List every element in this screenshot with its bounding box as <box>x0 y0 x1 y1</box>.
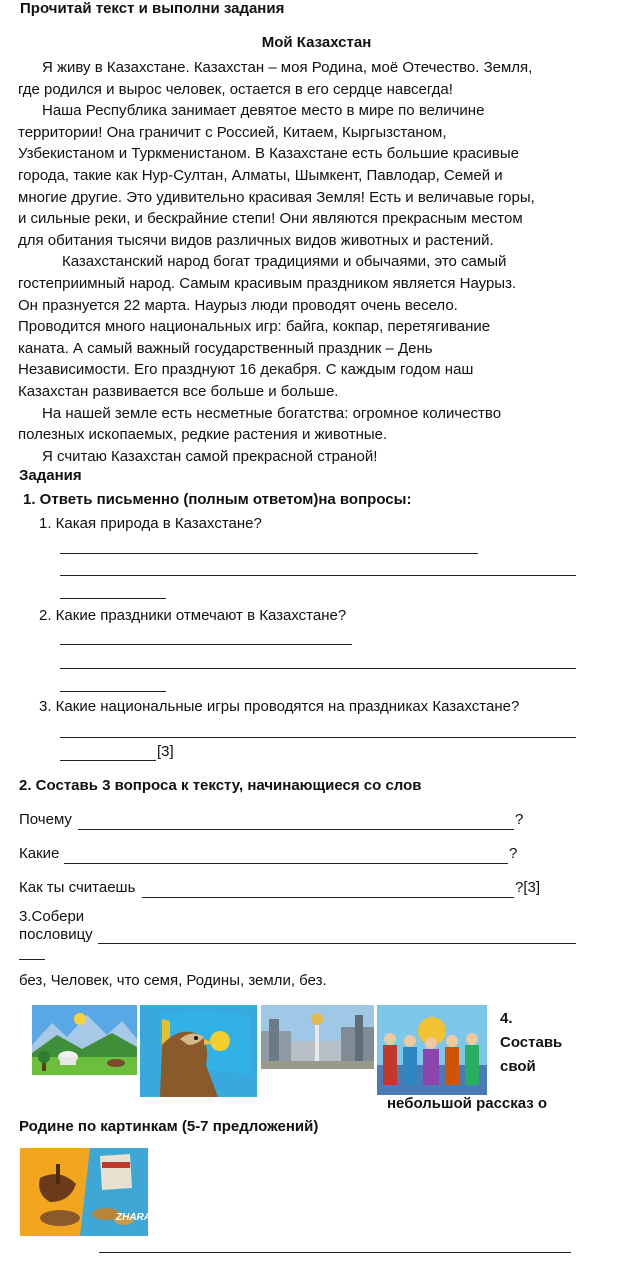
task1-question-1: 1. Какая природа в Казахстане? <box>39 515 262 532</box>
nature-picture <box>32 1005 137 1075</box>
people-national-costume-picture <box>377 1005 487 1095</box>
text-line: каната. А самый важный государственный праздник – День <box>18 339 433 357</box>
answer-line[interactable] <box>60 737 576 738</box>
text-line: территории! Она граничит с Россией, Китаем, Кыргызстаном, <box>18 123 447 141</box>
question-mark: ? <box>515 811 524 828</box>
task4-word-sostav: Составь <box>500 1034 563 1051</box>
answer-line[interactable] <box>78 829 514 830</box>
question-mark-score: ?[3] <box>515 879 541 896</box>
tea-ceremony-picture <box>20 1148 159 1236</box>
answer-line[interactable] <box>19 959 45 960</box>
task1-heading: 1. Ответь письменно (полным ответом)на вопросы: <box>23 491 412 508</box>
answer-line[interactable] <box>60 553 478 554</box>
text-line: многие другие. Это удивительно красивая Земля! Есть и величавые горы, <box>18 188 535 206</box>
text-line: Я живу в Казахстане. Казахстан – моя Родина, моё Отечество. Земля, <box>42 59 533 76</box>
question-mark: ? <box>509 845 518 862</box>
instruction-heading: Прочитай текст и выполни задания <box>20 0 285 17</box>
text-title: Мой Казахстан <box>261 34 372 51</box>
answer-line[interactable] <box>60 760 156 761</box>
text-line: Наша Республика занимает девятое место в мире по величине <box>42 102 485 120</box>
reading-text <box>18 57 583 467</box>
task1-score: [3] <box>157 743 174 760</box>
answer-line[interactable] <box>60 644 352 645</box>
task1-question-3: 3. Какие национальные игры проводятся на праздниках Казахстане? <box>39 698 520 715</box>
text-line: гостеприимный народ. Самым красивым праздником является Наурыз. <box>18 274 517 292</box>
answer-line[interactable] <box>99 1252 571 1253</box>
answer-line[interactable] <box>60 575 576 576</box>
task2-heading: 2. Составь 3 вопроса к тексту, начинающиеся со слов <box>19 777 422 794</box>
text-line: Казахстанский народ богат традициями и обычаями, это самый <box>62 253 507 271</box>
word-kakie: Какие <box>19 845 60 862</box>
text-line: и сильные реки, и бескрайние степи! Они являются прекрасным местом <box>18 210 523 228</box>
eagle-flag-picture <box>140 1005 257 1097</box>
answer-line[interactable] <box>142 897 514 898</box>
answer-line[interactable] <box>60 691 166 692</box>
text-line: Он празнуется 22 марта. Наурыз люди проводят очень весело. <box>18 296 458 314</box>
answer-line[interactable] <box>64 863 508 864</box>
text-line: Я считаю Казахстан самой прекрасной страной! <box>42 447 378 465</box>
text-line: Проводится много национальных игр: байга, кокпар, перетягивание <box>18 318 491 336</box>
tasks-heading: Задания <box>19 467 82 484</box>
task3-label-2: пословицу <box>19 926 93 943</box>
task1-question-2: 2. Какие праздники отмечают в Казахстане? <box>39 607 347 624</box>
task4-word-svoi: свой <box>500 1058 536 1075</box>
text-line: На нашей земле есть несметные богатства: огромное количество <box>42 404 502 422</box>
proverb-words: без, Человек, что семя, Родины, земли, без. <box>19 972 327 989</box>
text-line: Казахстан развивается все больше и больше. <box>18 382 339 400</box>
task4-text-2: Родине по картинкам (5-7 предложений) <box>19 1118 319 1135</box>
word-pochemu: Почему <box>19 811 72 828</box>
answer-line[interactable] <box>60 598 166 599</box>
task4-text-1: небольшой рассказ о <box>387 1095 548 1112</box>
text-line: города, такие как Нур-Султан, Алматы, Шымкент, Павлодар, Семей и <box>18 166 503 184</box>
astana-baiterek-picture <box>261 1005 374 1069</box>
answer-line[interactable] <box>98 943 576 944</box>
picture-label: ZHARAR <box>116 1212 159 1223</box>
text-line: Узбекистаном и Туркменистаном. В Казахстане есть большие красивые <box>18 145 519 163</box>
answer-line[interactable] <box>60 668 576 669</box>
text-line: для обитания тысячи видов различных видов животных и растений. <box>18 231 494 249</box>
task4-number: 4. <box>500 1010 513 1027</box>
text-line: где родился и вырос человек, остается в его сердце навсегда! <box>18 80 453 98</box>
text-line: полезных ископаемых, редкие растения и животные. <box>18 426 388 444</box>
text-line: Независимости. Его празднуют 16 декабря. С каждым годом наш <box>18 361 474 379</box>
task3-label: 3.Собери <box>19 908 85 925</box>
word-kak-ty-schitaesh: Как ты считаешь <box>19 879 136 896</box>
